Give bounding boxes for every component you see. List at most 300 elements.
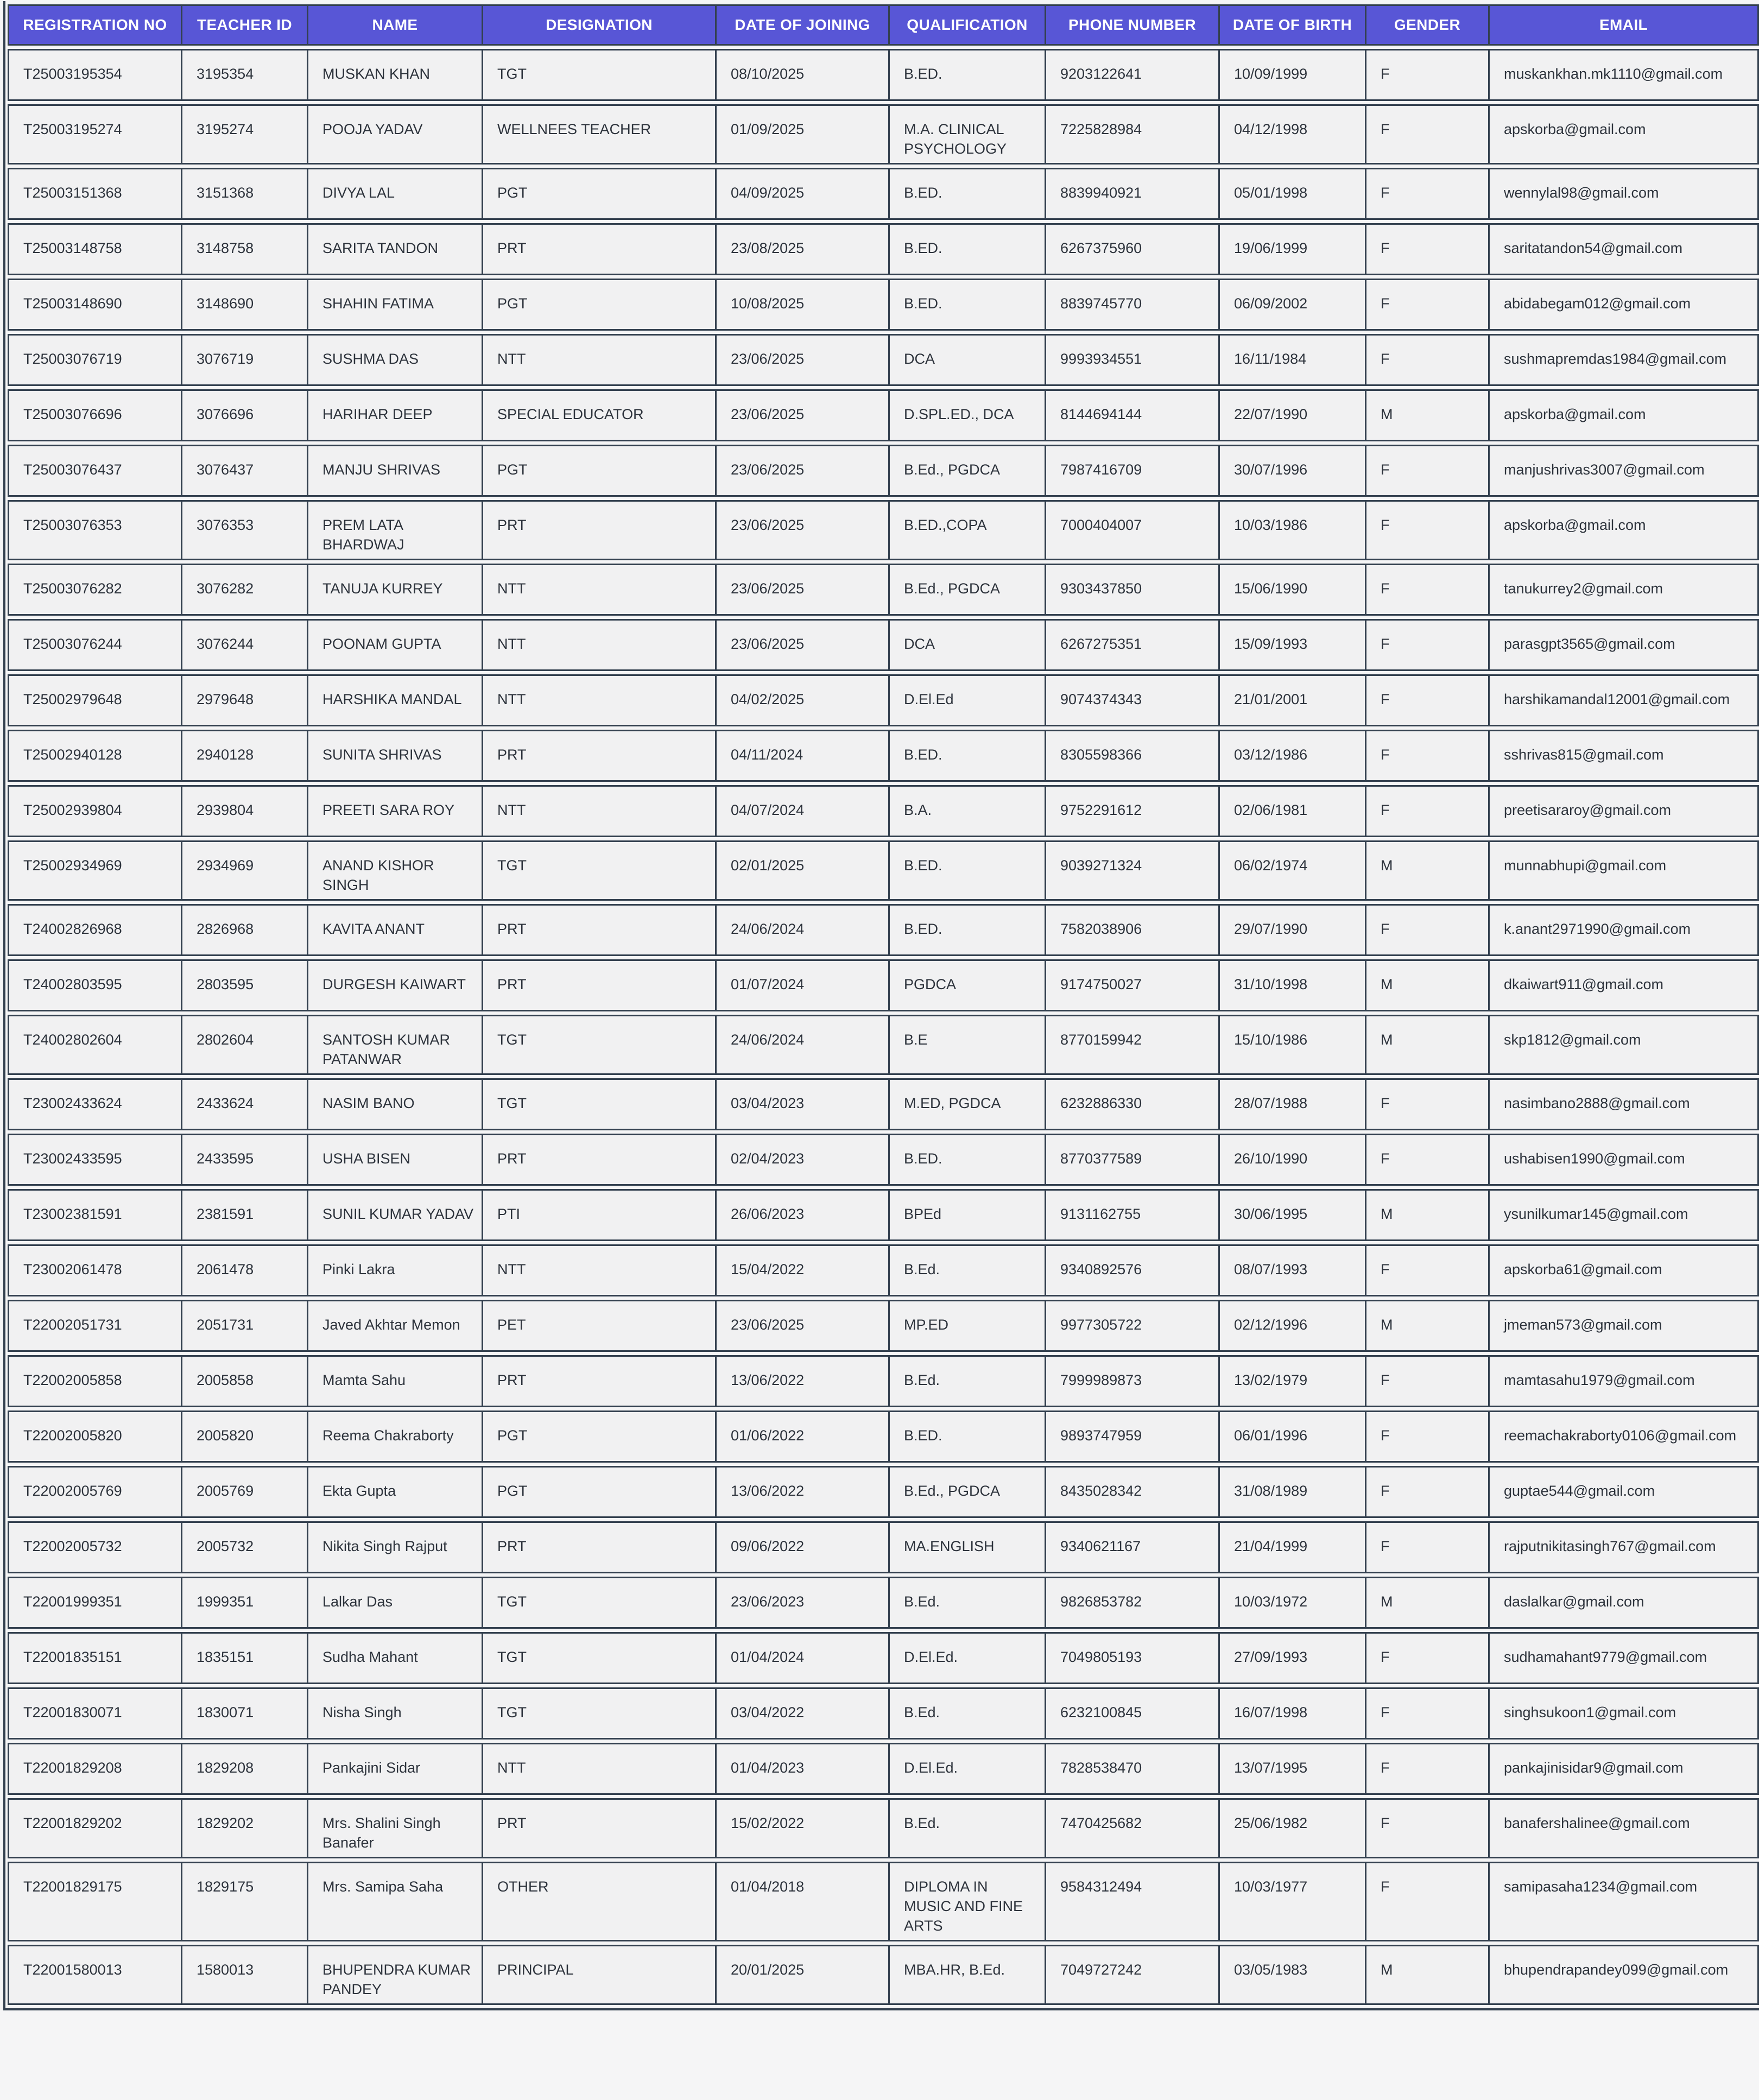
cell-registration-no: T25003076437	[8, 445, 181, 497]
cell-phone-number: 7049805193	[1045, 1632, 1218, 1684]
column-header-date-of-joining: DATE OF JOINING	[715, 4, 888, 46]
cell-registration-no: T24002802604	[8, 1015, 181, 1075]
cell-teacher-id: 3195274	[181, 104, 307, 165]
cell-teacher-id: 2934969	[181, 840, 307, 901]
cell-name: Mrs. Shalini Singh Banafer	[307, 1798, 482, 1858]
cell-registration-no: T22001835151	[8, 1632, 181, 1684]
cell-phone-number: 9340621167	[1045, 1521, 1218, 1573]
cell-gender: F	[1365, 49, 1488, 101]
column-header-gender: GENDER	[1365, 4, 1488, 46]
cell-gender: F	[1365, 1078, 1488, 1130]
cell-designation: TGT	[482, 1632, 715, 1684]
cell-phone-number: 9203122641	[1045, 49, 1218, 101]
cell-phone-number: 7999989873	[1045, 1355, 1218, 1407]
cell-registration-no: T24002826968	[8, 904, 181, 956]
cell-qualification: B.Ed.	[888, 1577, 1045, 1629]
cell-teacher-id: 2433624	[181, 1078, 307, 1130]
cell-registration-no: T22002005732	[8, 1521, 181, 1573]
cell-designation: TGT	[482, 1687, 715, 1740]
cell-teacher-id: 3148758	[181, 223, 307, 275]
cell-qualification: MA.ENGLISH	[888, 1521, 1045, 1573]
cell-name: MANJU SHRIVAS	[307, 445, 482, 497]
cell-date-of-joining: 23/06/2025	[715, 334, 888, 386]
cell-email: jmeman573@gmail.com	[1488, 1300, 1759, 1352]
cell-phone-number: 9303437850	[1045, 564, 1218, 616]
cell-date-of-birth: 15/10/1986	[1218, 1015, 1365, 1075]
cell-date-of-birth: 15/09/1993	[1218, 619, 1365, 671]
cell-name: MUSKAN KHAN	[307, 49, 482, 101]
cell-name: HARIHAR DEEP	[307, 389, 482, 441]
cell-name: TANUJA KURREY	[307, 564, 482, 616]
cell-phone-number: 7049727242	[1045, 1945, 1218, 2005]
cell-date-of-birth: 28/07/1988	[1218, 1078, 1365, 1130]
cell-designation: SPECIAL EDUCATOR	[482, 389, 715, 441]
cell-name: POONAM GUPTA	[307, 619, 482, 671]
cell-designation: PRT	[482, 730, 715, 782]
cell-teacher-id: 2005732	[181, 1521, 307, 1573]
cell-date-of-joining: 01/04/2018	[715, 1862, 888, 1941]
table-row	[8, 1300, 1759, 1352]
cell-gender: F	[1365, 564, 1488, 616]
cell-date-of-birth: 13/02/1979	[1218, 1355, 1365, 1407]
cell-phone-number: 8144694144	[1045, 389, 1218, 441]
table-row	[8, 1134, 1759, 1186]
cell-designation: PRT	[482, 1134, 715, 1186]
cell-name: Nikita Singh Rajput	[307, 1521, 482, 1573]
cell-gender: M	[1365, 1945, 1488, 2005]
cell-date-of-joining: 04/07/2024	[715, 785, 888, 837]
cell-email: apskorba61@gmail.com	[1488, 1244, 1759, 1296]
cell-date-of-joining: 13/06/2022	[715, 1466, 888, 1518]
cell-phone-number: 6232886330	[1045, 1078, 1218, 1130]
cell-qualification: D.El.Ed.	[888, 1632, 1045, 1684]
cell-teacher-id: 2826968	[181, 904, 307, 956]
cell-qualification: B.ED.,COPA	[888, 500, 1045, 560]
cell-gender: F	[1365, 1466, 1488, 1518]
cell-date-of-birth: 16/11/1984	[1218, 334, 1365, 386]
column-header-date-of-birth: DATE OF BIRTH	[1218, 4, 1365, 46]
cell-registration-no: T25002939804	[8, 785, 181, 837]
cell-email: sudhamahant9779@gmail.com	[1488, 1632, 1759, 1684]
cell-registration-no: T22001580013	[8, 1945, 181, 2005]
cell-gender: F	[1365, 904, 1488, 956]
cell-phone-number: 9977305722	[1045, 1300, 1218, 1352]
table-row	[8, 730, 1759, 782]
cell-date-of-birth: 15/06/1990	[1218, 564, 1365, 616]
cell-date-of-birth: 31/10/1998	[1218, 959, 1365, 1011]
cell-designation: PRT	[482, 904, 715, 956]
cell-email: reemachakraborty0106@gmail.com	[1488, 1410, 1759, 1463]
cell-date-of-birth: 06/02/1974	[1218, 840, 1365, 901]
cell-designation: PRT	[482, 500, 715, 560]
cell-designation: PRT	[482, 1521, 715, 1573]
cell-registration-no: T25003076244	[8, 619, 181, 671]
cell-qualification: DCA	[888, 619, 1045, 671]
cell-gender: M	[1365, 1189, 1488, 1241]
cell-teacher-id: 2051731	[181, 1300, 307, 1352]
cell-date-of-joining: 23/06/2025	[715, 1300, 888, 1352]
cell-date-of-birth: 21/01/2001	[1218, 674, 1365, 726]
cell-name: Sudha Mahant	[307, 1632, 482, 1684]
table-row	[8, 1015, 1759, 1075]
table-row	[8, 49, 1759, 101]
cell-date-of-joining: 03/04/2023	[715, 1078, 888, 1130]
cell-designation: NTT	[482, 1244, 715, 1296]
cell-email: guptae544@gmail.com	[1488, 1466, 1759, 1518]
cell-name: SUNITA SHRIVAS	[307, 730, 482, 782]
cell-date-of-birth: 10/03/1977	[1218, 1862, 1365, 1941]
cell-date-of-joining: 01/06/2022	[715, 1410, 888, 1463]
cell-gender: F	[1365, 279, 1488, 331]
cell-phone-number: 8770159942	[1045, 1015, 1218, 1075]
cell-registration-no: T22001829208	[8, 1743, 181, 1795]
cell-registration-no: T25002934969	[8, 840, 181, 901]
cell-phone-number: 8839940921	[1045, 168, 1218, 220]
cell-designation: PRINCIPAL	[482, 1945, 715, 2005]
table-row	[8, 1743, 1759, 1795]
cell-phone-number: 9131162755	[1045, 1189, 1218, 1241]
cell-name: Pankajini Sidar	[307, 1743, 482, 1795]
cell-gender: F	[1365, 1410, 1488, 1463]
cell-designation: NTT	[482, 334, 715, 386]
cell-name: SUSHMA DAS	[307, 334, 482, 386]
cell-date-of-joining: 23/08/2025	[715, 223, 888, 275]
cell-gender: F	[1365, 674, 1488, 726]
cell-name: SUNIL KUMAR YADAV	[307, 1189, 482, 1241]
cell-phone-number: 9826853782	[1045, 1577, 1218, 1629]
cell-date-of-birth: 21/04/1999	[1218, 1521, 1365, 1573]
table-row	[8, 168, 1759, 220]
cell-email: rajputnikitasingh767@gmail.com	[1488, 1521, 1759, 1573]
cell-name: PREM LATA BHARDWAJ	[307, 500, 482, 560]
cell-teacher-id: 2802604	[181, 1015, 307, 1075]
cell-gender: M	[1365, 840, 1488, 901]
cell-email: sshrivas815@gmail.com	[1488, 730, 1759, 782]
cell-gender: F	[1365, 1355, 1488, 1407]
cell-name: Lalkar Das	[307, 1577, 482, 1629]
cell-date-of-birth: 25/06/1982	[1218, 1798, 1365, 1858]
cell-qualification: DIPLOMA IN MUSIC AND FINE ARTS	[888, 1862, 1045, 1941]
cell-registration-no: T25003195274	[8, 104, 181, 165]
cell-designation: PRT	[482, 1355, 715, 1407]
cell-gender: F	[1365, 445, 1488, 497]
table-row	[8, 1945, 1759, 2005]
cell-qualification: B.ED.	[888, 904, 1045, 956]
cell-date-of-joining: 04/09/2025	[715, 168, 888, 220]
cell-designation: PGT	[482, 1466, 715, 1518]
cell-teacher-id: 2381591	[181, 1189, 307, 1241]
cell-qualification: B.Ed., PGDCA	[888, 564, 1045, 616]
cell-designation: NTT	[482, 674, 715, 726]
cell-date-of-joining: 10/08/2025	[715, 279, 888, 331]
cell-registration-no: T22001999351	[8, 1577, 181, 1629]
cell-phone-number: 9752291612	[1045, 785, 1218, 837]
cell-date-of-birth: 29/07/1990	[1218, 904, 1365, 956]
cell-email: apskorba@gmail.com	[1488, 500, 1759, 560]
cell-phone-number: 7000404007	[1045, 500, 1218, 560]
cell-date-of-birth: 10/09/1999	[1218, 49, 1365, 101]
cell-email: apskorba@gmail.com	[1488, 104, 1759, 165]
cell-designation: TGT	[482, 1078, 715, 1130]
table-row	[8, 279, 1759, 331]
cell-registration-no: T22002005858	[8, 1355, 181, 1407]
cell-phone-number: 9039271324	[1045, 840, 1218, 901]
cell-date-of-joining: 23/06/2025	[715, 389, 888, 441]
table-body	[8, 49, 1759, 2005]
cell-registration-no: T22001829175	[8, 1862, 181, 1941]
cell-registration-no: T25003148690	[8, 279, 181, 331]
cell-date-of-joining: 23/06/2025	[715, 445, 888, 497]
cell-phone-number: 8305598366	[1045, 730, 1218, 782]
cell-teacher-id: 1835151	[181, 1632, 307, 1684]
cell-registration-no: T25003148758	[8, 223, 181, 275]
cell-name: DIVYA LAL	[307, 168, 482, 220]
cell-qualification: DCA	[888, 334, 1045, 386]
cell-phone-number: 7987416709	[1045, 445, 1218, 497]
cell-teacher-id: 2803595	[181, 959, 307, 1011]
cell-email: preetisararoy@gmail.com	[1488, 785, 1759, 837]
cell-email: daslalkar@gmail.com	[1488, 1577, 1759, 1629]
table-row	[8, 500, 1759, 560]
cell-gender: F	[1365, 1244, 1488, 1296]
cell-phone-number: 7225828984	[1045, 104, 1218, 165]
header-row	[8, 4, 1759, 46]
cell-registration-no: T23002061478	[8, 1244, 181, 1296]
cell-name: Ekta Gupta	[307, 1466, 482, 1518]
cell-designation: NTT	[482, 619, 715, 671]
cell-designation: PRT	[482, 959, 715, 1011]
cell-date-of-joining: 04/02/2025	[715, 674, 888, 726]
cell-email: apskorba@gmail.com	[1488, 389, 1759, 441]
cell-teacher-id: 3076719	[181, 334, 307, 386]
cell-qualification: B.ED.	[888, 49, 1045, 101]
cell-registration-no: T23002381591	[8, 1189, 181, 1241]
cell-date-of-joining: 02/04/2023	[715, 1134, 888, 1186]
cell-name: PREETI SARA ROY	[307, 785, 482, 837]
column-header-phone-number: PHONE NUMBER	[1045, 4, 1218, 46]
cell-designation: PGT	[482, 279, 715, 331]
cell-email: abidabegam012@gmail.com	[1488, 279, 1759, 331]
cell-date-of-joining: 01/04/2024	[715, 1632, 888, 1684]
cell-designation: NTT	[482, 1743, 715, 1795]
cell-registration-no: T24002803595	[8, 959, 181, 1011]
cell-date-of-joining: 03/04/2022	[715, 1687, 888, 1740]
table-row	[8, 1355, 1759, 1407]
table-row	[8, 959, 1759, 1011]
cell-date-of-joining: 08/10/2025	[715, 49, 888, 101]
cell-qualification: D.SPL.ED., DCA	[888, 389, 1045, 441]
cell-phone-number: 7828538470	[1045, 1743, 1218, 1795]
cell-date-of-birth: 03/05/1983	[1218, 1945, 1365, 2005]
cell-date-of-birth: 04/12/1998	[1218, 104, 1365, 165]
cell-name: Javed Akhtar Memon	[307, 1300, 482, 1352]
cell-registration-no: T23002433624	[8, 1078, 181, 1130]
cell-gender: F	[1365, 785, 1488, 837]
table-row	[8, 223, 1759, 275]
cell-date-of-birth: 10/03/1986	[1218, 500, 1365, 560]
cell-date-of-birth: 06/09/2002	[1218, 279, 1365, 331]
cell-designation: NTT	[482, 785, 715, 837]
column-header-qualification: QUALIFICATION	[888, 4, 1045, 46]
cell-name: Nisha Singh	[307, 1687, 482, 1740]
table-row	[8, 1577, 1759, 1629]
cell-designation: OTHER	[482, 1862, 715, 1941]
cell-date-of-joining: 23/06/2025	[715, 564, 888, 616]
cell-phone-number: 8770377589	[1045, 1134, 1218, 1186]
cell-gender: F	[1365, 1743, 1488, 1795]
cell-gender: F	[1365, 500, 1488, 560]
table-row	[8, 904, 1759, 956]
cell-email: singhsukoon1@gmail.com	[1488, 1687, 1759, 1740]
table-row	[8, 619, 1759, 671]
cell-gender: M	[1365, 389, 1488, 441]
cell-gender: F	[1365, 104, 1488, 165]
cell-gender: F	[1365, 223, 1488, 275]
cell-phone-number: 6267275351	[1045, 619, 1218, 671]
cell-name: Pinki Lakra	[307, 1244, 482, 1296]
cell-qualification: D.El.Ed	[888, 674, 1045, 726]
table-row	[8, 334, 1759, 386]
cell-date-of-joining: 26/06/2023	[715, 1189, 888, 1241]
cell-qualification: D.El.Ed.	[888, 1743, 1045, 1795]
column-header-teacher-id: TEACHER ID	[181, 4, 307, 46]
cell-date-of-joining: 20/01/2025	[715, 1945, 888, 2005]
cell-qualification: B.Ed.	[888, 1687, 1045, 1740]
cell-qualification: B.Ed., PGDCA	[888, 1466, 1045, 1518]
cell-name: USHA BISEN	[307, 1134, 482, 1186]
cell-gender: F	[1365, 1632, 1488, 1684]
cell-teacher-id: 2061478	[181, 1244, 307, 1296]
table-row	[8, 785, 1759, 837]
cell-teacher-id: 3195354	[181, 49, 307, 101]
cell-teacher-id: 1830071	[181, 1687, 307, 1740]
cell-name: Mrs. Samipa Saha	[307, 1862, 482, 1941]
cell-teacher-id: 2940128	[181, 730, 307, 782]
table-row	[8, 674, 1759, 726]
cell-phone-number: 9993934551	[1045, 334, 1218, 386]
cell-name: KAVITA ANANT	[307, 904, 482, 956]
table-row	[8, 1862, 1759, 1941]
table-row	[8, 1466, 1759, 1518]
cell-teacher-id: 3151368	[181, 168, 307, 220]
cell-designation: PGT	[482, 445, 715, 497]
cell-teacher-id: 1580013	[181, 1945, 307, 2005]
cell-phone-number: 8839745770	[1045, 279, 1218, 331]
cell-email: manjushrivas3007@gmail.com	[1488, 445, 1759, 497]
cell-name: Mamta Sahu	[307, 1355, 482, 1407]
cell-teacher-id: 2433595	[181, 1134, 307, 1186]
cell-qualification: B.Ed., PGDCA	[888, 445, 1045, 497]
cell-qualification: B.ED.	[888, 168, 1045, 220]
cell-date-of-birth: 03/12/1986	[1218, 730, 1365, 782]
cell-gender: M	[1365, 959, 1488, 1011]
cell-qualification: MP.ED	[888, 1300, 1045, 1352]
cell-registration-no: T22001830071	[8, 1687, 181, 1740]
cell-gender: F	[1365, 334, 1488, 386]
cell-qualification: B.Ed.	[888, 1244, 1045, 1296]
cell-teacher-id: 3148690	[181, 279, 307, 331]
table-row	[8, 840, 1759, 901]
cell-email: nasimbano2888@gmail.com	[1488, 1078, 1759, 1130]
cell-email: dkaiwart911@gmail.com	[1488, 959, 1759, 1011]
cell-teacher-id: 2939804	[181, 785, 307, 837]
cell-phone-number: 9893747959	[1045, 1410, 1218, 1463]
cell-qualification: BPEd	[888, 1189, 1045, 1241]
cell-date-of-joining: 02/01/2025	[715, 840, 888, 901]
cell-designation: TGT	[482, 1015, 715, 1075]
cell-email: sushmapremdas1984@gmail.com	[1488, 334, 1759, 386]
cell-qualification: B.ED.	[888, 223, 1045, 275]
cell-email: tanukurrey2@gmail.com	[1488, 564, 1759, 616]
cell-email: ushabisen1990@gmail.com	[1488, 1134, 1759, 1186]
table-row	[8, 1189, 1759, 1241]
cell-gender: F	[1365, 1521, 1488, 1573]
cell-email: banafershalinee@gmail.com	[1488, 1798, 1759, 1858]
table-row	[8, 564, 1759, 616]
cell-designation: PRT	[482, 223, 715, 275]
cell-teacher-id: 3076282	[181, 564, 307, 616]
cell-date-of-birth: 26/10/1990	[1218, 1134, 1365, 1186]
cell-qualification: M.ED, PGDCA	[888, 1078, 1045, 1130]
cell-email: wennylal98@gmail.com	[1488, 168, 1759, 220]
cell-date-of-joining: 01/07/2024	[715, 959, 888, 1011]
cell-date-of-birth: 13/07/1995	[1218, 1743, 1365, 1795]
column-header-designation: DESIGNATION	[482, 4, 715, 46]
cell-email: skp1812@gmail.com	[1488, 1015, 1759, 1075]
cell-registration-no: T25002979648	[8, 674, 181, 726]
cell-teacher-id: 1829175	[181, 1862, 307, 1941]
cell-teacher-id: 2005858	[181, 1355, 307, 1407]
cell-date-of-birth: 30/07/1996	[1218, 445, 1365, 497]
cell-registration-no: T25003076719	[8, 334, 181, 386]
cell-email: parasgpt3565@gmail.com	[1488, 619, 1759, 671]
cell-designation: NTT	[482, 564, 715, 616]
cell-registration-no: T25002940128	[8, 730, 181, 782]
cell-email: saritatandon54@gmail.com	[1488, 223, 1759, 275]
cell-designation: PGT	[482, 168, 715, 220]
table-row	[8, 1410, 1759, 1463]
cell-name: BHUPENDRA KUMAR PANDEY	[307, 1945, 482, 2005]
cell-date-of-birth: 08/07/1993	[1218, 1244, 1365, 1296]
cell-email: bhupendrapandey099@gmail.com	[1488, 1945, 1759, 2005]
cell-qualification: B.ED.	[888, 279, 1045, 331]
cell-qualification: B.E	[888, 1015, 1045, 1075]
cell-gender: F	[1365, 1862, 1488, 1941]
cell-gender: F	[1365, 730, 1488, 782]
cell-date-of-joining: 24/06/2024	[715, 904, 888, 956]
cell-email: muskankhan.mk1110@gmail.com	[1488, 49, 1759, 101]
cell-registration-no: T25003076696	[8, 389, 181, 441]
cell-phone-number: 9584312494	[1045, 1862, 1218, 1941]
table-row	[8, 1244, 1759, 1296]
cell-date-of-birth: 27/09/1993	[1218, 1632, 1365, 1684]
cell-email: samipasaha1234@gmail.com	[1488, 1862, 1759, 1941]
cell-date-of-joining: 15/04/2022	[715, 1244, 888, 1296]
cell-qualification: PGDCA	[888, 959, 1045, 1011]
cell-registration-no: T25003195354	[8, 49, 181, 101]
cell-registration-no: T25003151368	[8, 168, 181, 220]
table-row	[8, 104, 1759, 165]
cell-teacher-id: 2979648	[181, 674, 307, 726]
cell-email: k.anant2971990@gmail.com	[1488, 904, 1759, 956]
cell-qualification: B.A.	[888, 785, 1045, 837]
cell-gender: F	[1365, 619, 1488, 671]
cell-phone-number: 9074374343	[1045, 674, 1218, 726]
cell-designation: WELLNEES TEACHER	[482, 104, 715, 165]
column-header-registration-no: REGISTRATION NO	[8, 4, 181, 46]
cell-email: harshikamandal12001@gmail.com	[1488, 674, 1759, 726]
cell-phone-number: 6267375960	[1045, 223, 1218, 275]
